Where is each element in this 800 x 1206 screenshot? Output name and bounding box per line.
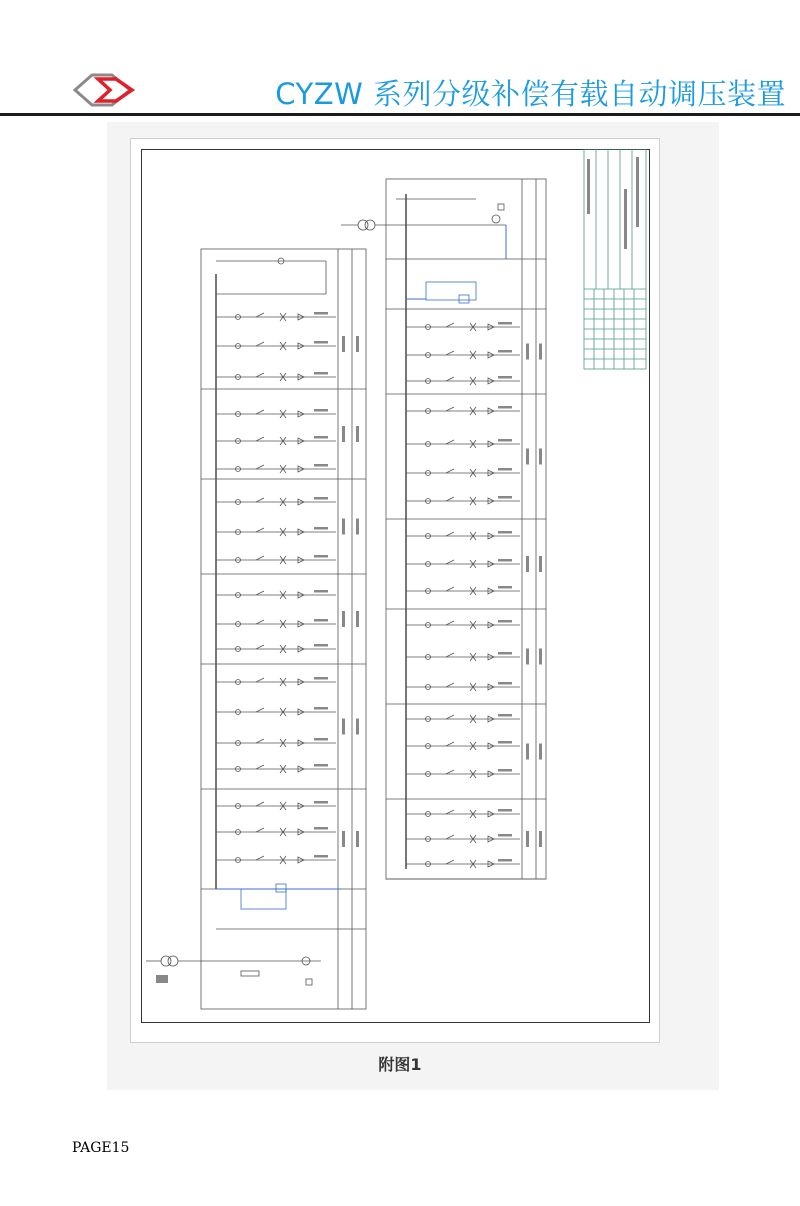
left-feeder-5-label-mark: [314, 464, 328, 467]
right-feeder-6-label-mark: [498, 496, 512, 499]
right-col-mark-b-1: [539, 449, 542, 465]
left-feeder-7-label-mark: [314, 527, 328, 530]
right-feeder-10-label-mark: [498, 620, 512, 623]
left-feeder-14-label-mark: [314, 738, 328, 741]
right-feeder-0-switch-icon: [446, 323, 454, 327]
left-feeder-18-label-mark: [314, 855, 328, 858]
left-feeder-1-label-mark: [314, 341, 328, 344]
left-capacitor-icon: [276, 884, 286, 892]
right-feeder-18-label-mark: [498, 859, 512, 862]
left-col-mark-3: [342, 611, 345, 627]
right-feeder-15-switch-icon: [446, 770, 454, 774]
right-col-mark-b-4: [539, 744, 542, 760]
left-feeder-4-switch-icon: [256, 437, 264, 441]
left-feeder-7-switch-icon: [256, 528, 264, 532]
page-header: [0, 0, 800, 120]
left-feeder-1-switch-icon: [256, 342, 264, 346]
left-feeder-10-switch-icon: [256, 620, 264, 624]
right-feeder-17-label-mark: [498, 834, 512, 837]
right-feeder-10-switch-icon: [446, 621, 454, 625]
left-feeder-6-label-mark: [314, 497, 328, 500]
left-meter-icon: [306, 979, 312, 985]
title-block-text-mark-2: [624, 189, 627, 249]
left-feeder-17-label-mark: [314, 827, 328, 830]
left-feeder-11-switch-icon: [256, 645, 264, 649]
left-col-mark-b-1: [356, 426, 359, 442]
figure-caption: 附图1: [378, 1055, 422, 1074]
right-col-mark-0: [526, 344, 529, 360]
right-transformer-coil-b-icon: [365, 220, 375, 230]
left-col-mark-b-5: [356, 831, 359, 847]
title-block-text-mark-3: [636, 157, 639, 227]
right-meter-icon: [498, 204, 504, 210]
right-feeder-11-label-mark: [498, 652, 512, 655]
right-feeder-3-label-mark: [498, 406, 512, 409]
right-feeder-13-label-mark: [498, 714, 512, 717]
left-feeder-11-label-mark: [314, 644, 328, 647]
wiring-diagram: [141, 149, 650, 1023]
company-logo: [72, 70, 142, 110]
left-feeder-13-switch-icon: [256, 708, 264, 712]
left-col-mark-b-4: [356, 719, 359, 735]
right-feeder-6-switch-icon: [446, 497, 454, 501]
left-feeder-8-switch-icon: [256, 556, 264, 560]
right-feeder-2-label-mark: [498, 376, 512, 379]
right-feeder-5-label-mark: [498, 468, 512, 471]
right-col-mark-b-5: [539, 831, 542, 847]
right-feeder-16-switch-icon: [446, 810, 454, 814]
left-feeder-17-switch-icon: [256, 828, 264, 832]
right-col-mark-4: [526, 744, 529, 760]
left-col-mark-b-0: [356, 336, 359, 352]
right-main-ct-icon: [492, 215, 500, 223]
right-feeder-8-label-mark: [498, 559, 512, 562]
right-col-mark-3: [526, 649, 529, 665]
right-feeder-4-switch-icon: [446, 440, 454, 444]
left-feeder-18-switch-icon: [256, 856, 264, 860]
left-feeder-2-label-mark: [314, 372, 328, 375]
right-feeder-13-switch-icon: [446, 715, 454, 719]
right-feeder-17-switch-icon: [446, 835, 454, 839]
page-number: PAGE15: [72, 1140, 130, 1156]
right-col-mark-2: [526, 556, 529, 572]
left-fuse-icon: [241, 971, 259, 976]
left-feeder-16-switch-icon: [256, 802, 264, 806]
right-feeder-2-switch-icon: [446, 377, 454, 381]
right-col-mark-b-0: [539, 344, 542, 360]
right-feeder-4-label-mark: [498, 439, 512, 442]
left-feeder-2-switch-icon: [256, 373, 264, 377]
header-divider: [0, 113, 800, 116]
right-feeder-12-label-mark: [498, 682, 512, 685]
right-feeder-14-label-mark: [498, 741, 512, 744]
right-feeder-1-switch-icon: [446, 351, 454, 355]
left-feeder-0-switch-icon: [256, 313, 264, 317]
left-feeder-12-label-mark: [314, 677, 328, 680]
left-feeder-16-label-mark: [314, 801, 328, 804]
right-feeder-9-label-mark: [498, 586, 512, 589]
left-feeder-13-label-mark: [314, 707, 328, 710]
left-panel-frame: [201, 249, 366, 1009]
right-col-mark-5: [526, 831, 529, 847]
left-transformer-label-mark: [156, 975, 168, 983]
left-col-mark-b-2: [356, 519, 359, 535]
title-block-text-mark-1: [587, 159, 590, 214]
left-transformer-coil-b-icon: [168, 956, 178, 966]
left-feeder-9-switch-icon: [256, 591, 264, 595]
left-feeder-8-label-mark: [314, 555, 328, 558]
left-col-mark-4: [342, 719, 345, 735]
left-feeder-3-label-mark: [314, 409, 328, 412]
right-feeder-11-switch-icon: [446, 653, 454, 657]
left-feeder-12-switch-icon: [256, 678, 264, 682]
right-feeder-12-switch-icon: [446, 683, 454, 687]
left-feeder-5-switch-icon: [256, 465, 264, 469]
right-col-mark-b-3: [539, 649, 542, 665]
right-feeder-0-label-mark: [498, 322, 512, 325]
left-col-mark-1: [342, 426, 345, 442]
left-col-mark-5: [342, 831, 345, 847]
left-feeder-9-label-mark: [314, 590, 328, 593]
right-capacitor-loop: [426, 282, 476, 300]
left-feeder-0-label-mark: [314, 312, 328, 315]
document-title: CYZW 系列分级补偿有载自动调压装置: [275, 77, 786, 111]
right-col-mark-1: [526, 449, 529, 465]
left-feeder-3-switch-icon: [256, 410, 264, 414]
right-feeder-15-label-mark: [498, 769, 512, 772]
right-feeder-8-switch-icon: [446, 560, 454, 564]
left-feeder-10-label-mark: [314, 619, 328, 622]
left-feeder-15-label-mark: [314, 764, 328, 767]
left-col-mark-2: [342, 519, 345, 535]
left-feeder-15-switch-icon: [256, 765, 264, 769]
right-capacitor-icon: [459, 295, 469, 303]
right-feeder-3-switch-icon: [446, 407, 454, 411]
right-feeder-18-switch-icon: [446, 860, 454, 864]
right-feeder-14-switch-icon: [446, 742, 454, 746]
right-feeder-1-label-mark: [498, 350, 512, 353]
right-feeder-7-label-mark: [498, 531, 512, 534]
left-feeder-6-switch-icon: [256, 498, 264, 502]
right-feeder-9-switch-icon: [446, 587, 454, 591]
right-feeder-5-switch-icon: [446, 469, 454, 473]
left-feeder-14-switch-icon: [256, 739, 264, 743]
right-col-mark-b-2: [539, 556, 542, 572]
left-col-mark-0: [342, 336, 345, 352]
left-feeder-4-label-mark: [314, 436, 328, 439]
right-feeder-16-label-mark: [498, 809, 512, 812]
right-feeder-7-switch-icon: [446, 532, 454, 536]
left-col-mark-b-3: [356, 611, 359, 627]
